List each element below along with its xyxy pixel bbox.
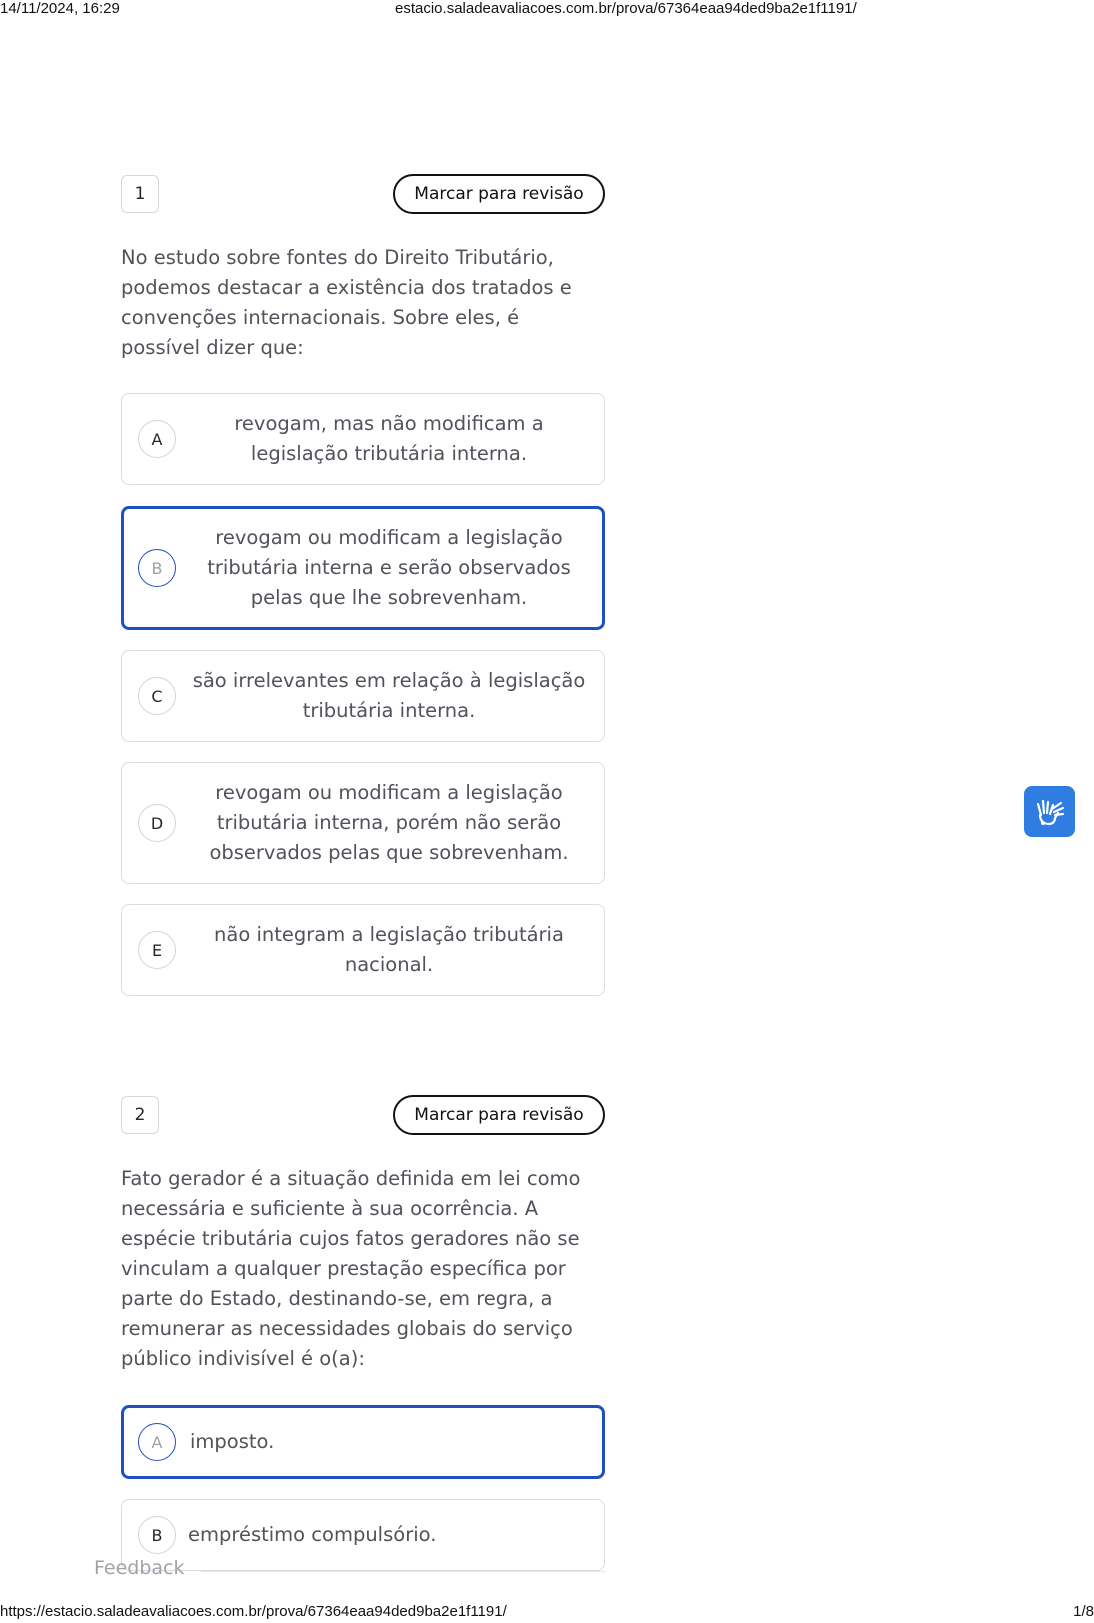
option-text: revogam, mas não modificam a legislação tributária interna. [234, 412, 544, 465]
accessibility-button[interactable] [1024, 786, 1075, 837]
print-footer-url: https://estacio.saladeavaliacoes.com.br/prova/67364eaa94ded9ba2e1f1191/ [0, 1603, 507, 1620]
feedback-divider [201, 1571, 605, 1572]
option-letter: D [138, 804, 176, 842]
option-text: são irrelevantes em relação à legislação tributária interna. [192, 669, 586, 722]
option-b-selected[interactable] [121, 506, 605, 630]
option-letter: C [138, 677, 176, 715]
option-letter: E [138, 931, 176, 969]
option-text: empréstimo compulsório. [188, 1523, 437, 1546]
question-text: No estudo sobre fontes do Direito Tributário, podemos destacar a existência dos tratados e convenções internacionais. Sobre eles, é possível dizer que: [121, 246, 572, 359]
question-text: Fato gerador é a situação definida em lei como necessária e suficiente à sua ocorrência. A espécie tributária cujos fatos geradores não se vinculam a qualquer prestação específica por parte do Estado, destinando-se, em regra, a remunerar as necessidades globais do serviço público indivisível é o(a): [121, 1167, 581, 1370]
option-letter: A [138, 420, 176, 458]
option-b[interactable] [121, 1499, 605, 1571]
option-a[interactable] [121, 393, 605, 485]
mark-for-review-button[interactable]: Marcar para revisão [393, 1095, 605, 1135]
option-c[interactable] [121, 650, 605, 742]
option-text: revogam ou modificam a legislação tributária interna, porém não serão observados pelas que sobrevenham. [209, 781, 569, 864]
option-d[interactable] [121, 762, 605, 884]
option-e[interactable] [121, 904, 605, 996]
option-letter: B [138, 549, 176, 587]
question-number: 1 [121, 175, 159, 213]
print-datetime: 14/11/2024, 16:29 [0, 0, 120, 17]
option-letter: B [138, 1516, 176, 1554]
page-number: 1/8 [1073, 1603, 1094, 1620]
print-header [0, 0, 1094, 20]
print-footer [0, 1603, 1094, 1623]
print-url: estacio.saladeavaliacoes.com.br/prova/67364eaa94ded9ba2e1f1191/ [395, 0, 857, 17]
mark-for-review-button[interactable]: Marcar para revisão [393, 174, 605, 214]
feedback-link[interactable]: Feedback [94, 1557, 185, 1579]
option-text: imposto. [190, 1430, 275, 1453]
question-number: 2 [121, 1096, 159, 1134]
option-text: revogam ou modificam a legislação tributária interna e serão observados pelas que lhe sobrevenham. [207, 526, 571, 609]
option-letter: A [138, 1423, 176, 1461]
option-a-selected[interactable] [121, 1405, 605, 1479]
sign-language-icon [1033, 795, 1067, 829]
option-text: não integram a legislação tributária nacional. [214, 923, 564, 976]
